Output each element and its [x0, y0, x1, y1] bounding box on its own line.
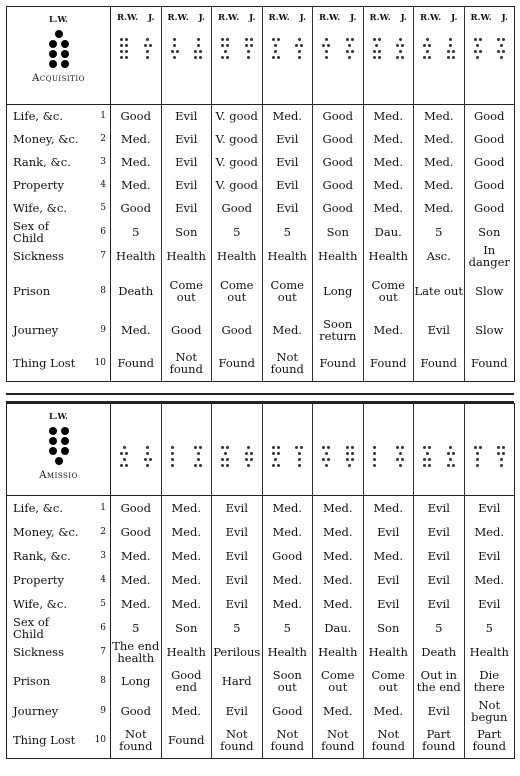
table-cell: Med.	[363, 174, 414, 197]
table-cell: Slow	[464, 315, 515, 345]
table-cell: Son	[363, 616, 414, 640]
figure-name: Acquisitio	[32, 73, 85, 84]
judge-figure-icon	[496, 36, 506, 60]
table-cell: Health	[363, 244, 414, 268]
row-number: 10	[81, 723, 111, 759]
rw-label: R.W.	[470, 13, 492, 23]
table-row	[7, 520, 515, 544]
table-cell: Come out	[262, 268, 313, 315]
witness-column-header	[212, 7, 263, 105]
table-cell: Hard	[212, 664, 263, 699]
table-cell: Evil	[414, 496, 465, 520]
witness-column-header	[313, 7, 364, 105]
witness-column-header	[262, 7, 313, 105]
table-cell: Son	[161, 616, 212, 640]
row-label: Journey	[7, 699, 81, 723]
table-cell: Come out	[363, 268, 414, 315]
table-cell: Med.	[414, 105, 465, 128]
table-cell: Med.	[313, 520, 364, 544]
row-label: Rank, &c.	[7, 151, 81, 174]
table-cell: Med.	[111, 174, 162, 197]
table-cell: Evil	[262, 174, 313, 197]
table-cell: Evil	[212, 592, 263, 616]
judge-figure-icon	[143, 444, 153, 468]
table-cell: Son	[464, 220, 515, 244]
geomantic-figure-icon	[7, 29, 110, 69]
table-cell: Good	[111, 105, 162, 128]
table-cell: Med.	[464, 568, 515, 592]
judge-figure-icon	[244, 36, 254, 60]
lw-label: L.W.	[49, 14, 68, 24]
table-cell: Evil	[414, 315, 465, 345]
table-row	[7, 640, 515, 664]
table-cell: Late out	[414, 268, 465, 315]
witness-column-header	[414, 7, 465, 105]
row-number: 7	[81, 244, 111, 268]
right-witness-figure-icon	[321, 444, 331, 468]
table-cell: Evil	[363, 592, 414, 616]
table-cell: Evil	[464, 496, 515, 520]
right-witness-figure-icon	[119, 444, 129, 468]
row-label: Sickness	[7, 244, 81, 268]
rw-label: R.W.	[319, 13, 341, 23]
table-cell: 5	[111, 220, 162, 244]
right-witness-figure-icon	[473, 444, 483, 468]
table-cell: Med.	[313, 592, 364, 616]
geomantic-figure-icon	[7, 426, 110, 466]
j-label: J.	[249, 13, 256, 23]
judge-figure-icon	[294, 444, 304, 468]
table-cell: Good	[464, 128, 515, 151]
table-cell: Part found	[464, 723, 515, 759]
table-cell: Health	[313, 244, 364, 268]
amissio-table	[6, 403, 515, 759]
table-cell: Med.	[262, 592, 313, 616]
table-cell: Son	[313, 220, 364, 244]
table-cell: Med.	[313, 699, 364, 723]
row-label: Sex of Child	[7, 220, 81, 244]
table-cell: Med.	[111, 568, 162, 592]
witness-column-header	[414, 404, 465, 496]
table-cell: Part found	[414, 723, 465, 759]
table-cell: Med.	[161, 520, 212, 544]
table-cell: Good	[212, 197, 263, 220]
table-cell: Med.	[313, 544, 364, 568]
j-label: J.	[501, 13, 508, 23]
table-row	[7, 220, 515, 244]
table-cell: Med.	[363, 315, 414, 345]
table-row	[7, 197, 515, 220]
table-cell: Evil	[363, 568, 414, 592]
right-witness-figure-icon	[271, 444, 281, 468]
judge-figure-icon	[496, 444, 506, 468]
judge-figure-icon	[395, 444, 405, 468]
row-label: Property	[7, 568, 81, 592]
figure-name: Amissio	[39, 470, 78, 481]
table-cell: Good end	[161, 664, 212, 699]
table-row	[7, 616, 515, 640]
row-label: Thing Lost	[7, 345, 81, 382]
row-label: Prison	[7, 664, 81, 699]
rw-label: R.W.	[218, 13, 240, 23]
table-cell: Good	[313, 105, 364, 128]
judge-figure-icon	[395, 36, 405, 60]
row-number: 5	[81, 197, 111, 220]
table-cell: Med.	[363, 151, 414, 174]
row-number: 2	[81, 520, 111, 544]
table-cell: Evil	[262, 128, 313, 151]
table-cell: Evil	[363, 520, 414, 544]
table-cell: V. good	[212, 105, 263, 128]
table-cell: Found	[464, 345, 515, 382]
table-cell: Med.	[111, 544, 162, 568]
table-cell: Evil	[464, 592, 515, 616]
table-cell: Med.	[414, 151, 465, 174]
row-number: 8	[81, 268, 111, 315]
table-cell: Health	[313, 640, 364, 664]
table-row	[7, 345, 515, 382]
table-cell: Health	[111, 244, 162, 268]
table-cell: Med.	[161, 544, 212, 568]
row-label: Life, &c.	[7, 496, 81, 520]
table-cell: Med.	[262, 520, 313, 544]
table-cell: 5	[262, 220, 313, 244]
table-cell: Med.	[262, 496, 313, 520]
table-cell: Med.	[111, 128, 162, 151]
table-cell: Evil	[414, 699, 465, 723]
table-cell: Evil	[161, 128, 212, 151]
table-cell: Soon out	[262, 664, 313, 699]
rw-label: R.W.	[268, 13, 290, 23]
witness-column-header	[313, 404, 364, 496]
right-witness-figure-icon	[119, 36, 129, 60]
table-cell: Good	[313, 197, 364, 220]
figure-name-cell	[7, 404, 111, 496]
judge-figure-icon	[446, 444, 456, 468]
table-cell: Health	[464, 640, 515, 664]
row-number: 7	[81, 640, 111, 664]
table-cell: Death	[111, 268, 162, 315]
table-cell: Med.	[111, 592, 162, 616]
rw-label: R.W.	[369, 13, 391, 23]
table-cell: Med.	[414, 197, 465, 220]
table-cell: Found	[212, 345, 263, 382]
right-witness-figure-icon	[422, 444, 432, 468]
right-witness-figure-icon	[170, 444, 175, 468]
row-label: Wife, &c.	[7, 592, 81, 616]
row-number: 5	[81, 592, 111, 616]
row-label: Journey	[7, 315, 81, 345]
table-cell: Not found	[111, 723, 162, 759]
table-cell: Evil	[161, 174, 212, 197]
table-cell: 5	[111, 616, 162, 640]
table-cell: Slow	[464, 268, 515, 315]
table-cell: Good	[111, 520, 162, 544]
j-label: J.	[400, 13, 407, 23]
table-row	[7, 592, 515, 616]
right-witness-figure-icon	[170, 36, 180, 60]
table-cell: Found	[363, 345, 414, 382]
table-cell: Health	[161, 640, 212, 664]
table-cell: V. good	[212, 174, 263, 197]
right-witness-figure-icon	[473, 36, 483, 60]
judge-figure-icon	[193, 444, 203, 468]
witness-column-header	[111, 404, 162, 496]
table-cell: Found	[313, 345, 364, 382]
table-cell: Good	[111, 699, 162, 723]
table-cell: Evil	[161, 105, 212, 128]
table-cell: Come out	[313, 664, 364, 699]
table-cell: Med.	[262, 568, 313, 592]
rw-label: R.W.	[117, 13, 139, 23]
table-row	[7, 174, 515, 197]
judge-figure-icon	[193, 36, 203, 60]
row-number: 8	[81, 664, 111, 699]
row-number: 9	[81, 699, 111, 723]
table-row	[7, 496, 515, 520]
table-cell: Found	[414, 345, 465, 382]
table-cell: Asc.	[414, 244, 465, 268]
table-cell: V. good	[212, 151, 263, 174]
right-witness-figure-icon	[372, 36, 382, 60]
table-cell: In danger	[464, 244, 515, 268]
table-cell: Med.	[111, 315, 162, 345]
witness-column-header	[111, 7, 162, 105]
table-cell: Good	[313, 174, 364, 197]
table-cell: Death	[414, 640, 465, 664]
table-cell: Good	[212, 315, 263, 345]
row-label: Thing Lost	[7, 723, 81, 759]
table-cell: Come out	[212, 268, 263, 315]
table-row	[7, 544, 515, 568]
row-label: Sex of Child	[7, 616, 81, 640]
row-number: 4	[81, 174, 111, 197]
right-witness-figure-icon	[220, 36, 230, 60]
table-cell: Good	[464, 174, 515, 197]
table-cell: Evil	[464, 544, 515, 568]
table-cell: Med.	[262, 315, 313, 345]
table-cell: Good	[313, 151, 364, 174]
table-cell: Not found	[212, 723, 263, 759]
table-cell: Med.	[161, 699, 212, 723]
row-label: Sickness	[7, 640, 81, 664]
row-label: Prison	[7, 268, 81, 315]
right-witness-figure-icon	[372, 444, 377, 468]
witness-column-header	[161, 7, 212, 105]
table-row	[7, 568, 515, 592]
table-cell: Med.	[363, 105, 414, 128]
table-cell: Med.	[111, 151, 162, 174]
table-cell: Med.	[363, 197, 414, 220]
table-cell: Evil	[212, 520, 263, 544]
row-label: Life, &c.	[7, 105, 81, 128]
right-witness-figure-icon	[271, 36, 281, 60]
table-cell: Come out	[161, 268, 212, 315]
table-cell: Health	[212, 244, 263, 268]
row-number: 1	[81, 105, 111, 128]
table-cell: Med.	[363, 699, 414, 723]
table-cell: Evil	[161, 151, 212, 174]
j-label: J.	[198, 13, 205, 23]
table-cell: 5	[212, 616, 263, 640]
table-cell: Med.	[313, 568, 364, 592]
table-cell: Evil	[414, 568, 465, 592]
table-cell: Med.	[161, 496, 212, 520]
acquisitio-table	[6, 6, 515, 382]
table-cell: Good	[161, 315, 212, 345]
table-cell: Med.	[313, 496, 364, 520]
judge-figure-icon	[294, 36, 304, 60]
table-cell: Not found	[313, 723, 364, 759]
table-cell: Health	[363, 640, 414, 664]
table-cell: Come out	[363, 664, 414, 699]
table-cell: Evil	[212, 699, 263, 723]
table-row	[7, 699, 515, 723]
table-cell: 5	[262, 616, 313, 640]
table-cell: Not found	[262, 345, 313, 382]
row-number: 10	[81, 345, 111, 382]
table-cell: Med.	[161, 568, 212, 592]
row-number: 3	[81, 151, 111, 174]
table-cell: Med.	[414, 174, 465, 197]
row-number: 6	[81, 220, 111, 244]
table-cell: Good	[262, 544, 313, 568]
table-cell: Evil	[414, 520, 465, 544]
row-number: 9	[81, 315, 111, 345]
table-cell: 5	[212, 220, 263, 244]
table-cell: Evil	[161, 197, 212, 220]
row-label: Wife, &c.	[7, 197, 81, 220]
table-cell: Health	[161, 244, 212, 268]
table-cell: Good	[464, 105, 515, 128]
table-cell: Evil	[262, 197, 313, 220]
j-label: J.	[350, 13, 357, 23]
judge-figure-icon	[244, 444, 254, 468]
table-cell: Not found	[363, 723, 414, 759]
judge-figure-icon	[143, 36, 153, 60]
table-cell: Med.	[363, 544, 414, 568]
table-cell: Good	[313, 128, 364, 151]
figure-header-row	[7, 404, 515, 496]
rw-label: R.W.	[167, 13, 189, 23]
table-cell: Perilous	[212, 640, 263, 664]
table-cell: Evil	[212, 568, 263, 592]
figure-name-cell	[7, 7, 111, 105]
judge-figure-icon	[345, 36, 355, 60]
table-cell: Soon return	[313, 315, 364, 345]
table-cell: Dau.	[363, 220, 414, 244]
row-number: 6	[81, 616, 111, 640]
rw-label: R.W.	[420, 13, 442, 23]
witness-column-header	[212, 404, 263, 496]
table-cell: Found	[161, 723, 212, 759]
table-cell: Not found	[161, 345, 212, 382]
table-cell: Die there	[464, 664, 515, 699]
right-witness-figure-icon	[422, 36, 432, 60]
table-cell: Found	[111, 345, 162, 382]
table-cell: Med.	[262, 105, 313, 128]
table-cell: Long	[111, 664, 162, 699]
right-witness-figure-icon	[321, 36, 331, 60]
judge-figure-icon	[446, 36, 456, 60]
table-cell: Med.	[363, 128, 414, 151]
table-cell: V. good	[212, 128, 263, 151]
table-cell: 5	[414, 616, 465, 640]
table-row	[7, 128, 515, 151]
table-row	[7, 315, 515, 345]
table-cell: Out in the end	[414, 664, 465, 699]
table-row	[7, 268, 515, 315]
table-cell: Med.	[161, 592, 212, 616]
right-witness-figure-icon	[220, 444, 230, 468]
row-number: 2	[81, 128, 111, 151]
table-cell: Health	[262, 640, 313, 664]
table-cell: Son	[161, 220, 212, 244]
table-cell: Evil	[414, 592, 465, 616]
row-number: 1	[81, 496, 111, 520]
table-cell: Good	[262, 699, 313, 723]
table-cell: Med.	[363, 496, 414, 520]
table-cell: The end health	[112, 638, 160, 665]
lw-label: L.W.	[49, 411, 68, 421]
witness-column-header	[262, 404, 313, 496]
table-row	[7, 244, 515, 268]
table-cell: Good	[464, 197, 515, 220]
table-row	[7, 105, 515, 128]
judge-figure-icon	[345, 444, 355, 468]
section-divider	[6, 393, 514, 403]
witness-column-header	[464, 404, 515, 496]
table-cell: Evil	[414, 544, 465, 568]
witness-column-header	[161, 404, 212, 496]
row-label: Money, &c.	[7, 128, 81, 151]
table-cell: Health	[262, 244, 313, 268]
table-cell: Evil	[262, 151, 313, 174]
table-cell: Good	[464, 151, 515, 174]
table-cell: Evil	[212, 496, 263, 520]
table-cell: Good	[111, 496, 162, 520]
witness-column-header	[363, 7, 414, 105]
table-cell: Good	[111, 197, 162, 220]
table-cell: Dau.	[313, 616, 364, 640]
j-label: J.	[148, 13, 155, 23]
table-row	[7, 723, 515, 759]
row-label: Property	[7, 174, 81, 197]
table-row	[7, 664, 515, 699]
row-label: Rank, &c.	[7, 544, 81, 568]
j-label: J.	[299, 13, 306, 23]
figure-header-row	[7, 7, 515, 105]
witness-column-header	[363, 404, 414, 496]
table-cell: Evil	[212, 544, 263, 568]
table-cell: 5	[464, 616, 515, 640]
row-number: 4	[81, 568, 111, 592]
witness-column-header	[464, 7, 515, 105]
row-label: Money, &c.	[7, 520, 81, 544]
j-label: J.	[451, 13, 458, 23]
table-cell: Med.	[414, 128, 465, 151]
table-cell: Med.	[464, 520, 515, 544]
table-cell: Not found	[262, 723, 313, 759]
table-row	[7, 151, 515, 174]
table-cell: Not begun	[464, 699, 515, 723]
table-cell: 5	[414, 220, 465, 244]
table-cell: Long	[313, 268, 364, 315]
row-number: 3	[81, 544, 111, 568]
